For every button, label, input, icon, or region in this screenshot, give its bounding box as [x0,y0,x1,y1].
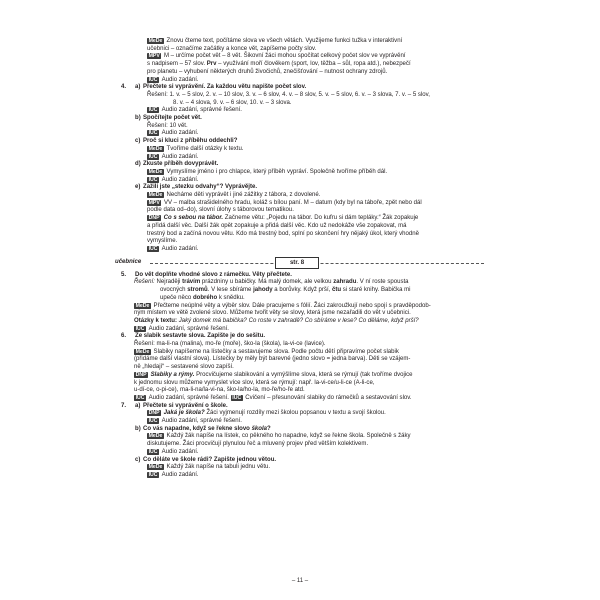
question-number: 4. [121,84,127,91]
iuc-badge: IUC [148,176,158,183]
iuc-badge: IUC [148,448,158,455]
question-5: 5. Do vět doplňte vhodné slovo z rámečku. Věty přečtete. [117,272,482,280]
text-line: MeDe Znovu čteme text, počítáme slova ve všech větách. Využijeme funkci tužka v interaktivní [148,38,403,44]
question-title: Do vět doplňte vhodné slovo z rámečku. Věty přečtete. [135,271,292,278]
iuc-badge: IUC [148,418,158,425]
text-line: s nadpisem – 57 slov. Prv – využívání moří člověkem (sport, lov, těžba – sůl, ropa atd.), nebezpečí [147,61,411,68]
separator-label: učebnice [115,258,142,265]
dnp-badge: DNP [135,371,147,378]
iuc-badge: IUC [148,471,158,478]
question-title: Ze slabik sestavte slova. Zapište je do sešitu. [135,333,266,340]
text-line: pro planetu – vyhubení některých druhů živočichů, znečišťování – nutnost ochrany zdrojů. [147,68,388,75]
sub-label: a) [135,84,141,91]
question-title: Přečtete si vyprávění o škole. [143,402,228,409]
mede-badge: MeDe [148,168,163,175]
page-number: – 11 – [291,578,309,584]
mede-badge: MeDe [148,192,163,199]
solution-line: Řešení: Nejraději trávím prázdniny u babičky. Má malý domek, ale velkou zahradu. V ní roste spousta [134,279,409,286]
subtask-d: d) Zkuste příběh dovyprávět. [135,161,219,168]
question-4 [117,84,482,92]
text-line: učebnici – označíme začátky a konce vět, zapíšeme počty slov. [147,45,317,52]
question-7: 7. a) Přečtete si vyprávění o škole. [117,403,482,411]
subtask-b: b) Co vás napadne, když se řekne slovo škola? [135,425,271,432]
subtask-c: c) Co děláte ve škole rádi? Zapište jednou větou. [135,456,277,463]
mede-badge: MeDe [135,302,150,309]
page-reference-box: str. 8 [275,257,319,269]
subtask-e: e) Zažili jste „stezku odvahy“? Vyprávějte. [135,184,258,191]
dnp-badge: DNP [148,410,160,417]
page-content: MeDe Znovu čteme text, počítáme slova ve všech větách. Využijeme funkci tužka v interaktivní učebnici – označíme začátky a konce vět, zapíšeme počty slov. MPV M – určíme počet vět – 8 vět. Šikovní žáci mohou spočítat celkový počet slov ve vyprávění s nadpisem – 57 slov. Prv – využívání moří člověkem (sport, lov, těžba – sůl, ropa atd.), nebezpečí pro planetu – vyhubení některých druhů živočichů, znečišťování – nutnost ochrany zdrojů. IUC Audio zadání. 4. a) Přečtete si vyprávění. Za každou větu napište počet slov. Řešení: 1. v. – 5 slov, 2. v. – 10 slov, 3. v. – 6 slov, 4. v. – 8 slov, 5. v. – 5 slov, 6. v. – 3 slova, 7. v. – 5 slov, 8. v. – 4 slova, 9. v. – 6 slov, 10. v. – 3 slova. IUC Audio zadání, správné řešení. b) Spočítejte počet vět. Řešení: 10 vět. IUC Audio zadání. c) Proč si kluci z příběhu oddechli? MeDe Tvoříme další otázky k textu. IUC Audio zadání. d) Zkuste příběh dovyprávět. MeDe Vymyslíme jméno i pro chlapce, který příběh vypráví. Společně tvoříme příběh dál. IUC Audio zadání. e) Zažili jste „stezku odvahy“? Vyprávějte. MeDe Necháme děti vyprávět i jiné zážitky z tábora, z dovolené. MPV VV – malba strašidelného hradu, koláž s bílou paní. M – datum (kdy byl na táboře, zpět nebo dál podle data od–do), slovní úlohy s táborovou tematikou. DNP Co s sebou na tábor. Začneme větu: „Pojedu na tábor. Do kufru si dám tepláky.“ Žák zopakuje a přidá další věc. Další žák opět zopakuje a přidá další věc. Kdo už nedokáže vše zopakovat, má trestný bod a začíná novou větu. Kdo má trestný bod, splní po skončení hry nějaký úkol, který vhodně vymyslíme. IUC Audio zadání. učebnice str. 8 5. Do vět doplňte vhodné slovo z rámečku. Věty přečtete. Řešení: Nejraději trávím prázdniny u babičky. Má malý domek, ale velkou zahradu. V ní roste spousta ovocných stromů. V lese sbíráme jahody a borůvky. Když prší, čtu si staré knihy. Babička mi upeče něco dobrého k snědku. MeDe Přečteme neúplné věty a výběr slov. Dále pracujeme s fólií. Žáci zakroužkují nebo spojí s pravděpodob- ným místem ve větě zvolené slovo. Můžeme tvořit věty se slovy, která jsme nezařadili do vět v učebnici. Otázky k textu: Jaký domek má babička? Co roste v zahradě? Co sbíráme v lese? Co děláme, když prší? IUC Audio zadání, správné řešení. 6. Ze slabik sestavte slova. Zapište je do sešitu. Řešení: ma-li-na (malina), mo-ře (moře), ško-la (škola), la-vi-ce (lavice). MeDe Slabiky napíšeme na lístečky a sestavujeme slova. Podle počtu dětí připravíme počet slabik (přidáme další vlastní slova). Lístečky by měly být barevné (jedno slovo = jedna barva). Děti se vzájem- ně „hledají“ – sestavené slovo zapíší. DNP Slabiky a rýmy. Procvičujeme slabikování a vymýšlíme slova, která se rýmují (tak tvoříme dvojice k jednomu slovu můžeme vymyslet více slov, která se rýmují: např. la-vi-ce/u-li-ce (A-li-ce, u-dí-ce, o-pi-ce), ma-li-na/la-vi-na, ško-la/ho-la, mo-ře/ho-ře atd. IUC Audio zadání, správné řešení. IUC Cvičení – přesunování slabiky do rámečků a sestavování slov. 7. a) Přečtete si vyprávění o škole. DNP Jaká je škola? Žáci vyjmenují rozdíly mezi školou popsanou v textu a svojí školou. IUC Audio zadání, správné řešení. b) Co vás napadne, když se řekne slovo škola? MeDe Každý žák napíše na lístek, co pěkného ho napadne, když se řekne škola. Společně s žáky diskutujeme. Žáci procvičují plynulou řeč a mluvený projev před větším kolektivem. IUC Audio zadání. c) Co děláte ve škole rádi? Zapište jednou větou. MeDe Každý žák napíše na tabuli jednu větu. IUC Audio zadání. [117,38,482,480]
question-6: 6. Ze slabik sestavte slova. Zapište je do sešitu. [117,333,482,341]
iuc-badge: IUC [135,394,145,401]
answer-block: Řešení: 1. v. – 5 slov, 2. v. – 10 slov, 3. v. – 6 slov, 4. v. – 8 slov, 5. v. – 5 slov, 6. v. – 3 slova, 7. v. – 5 slov, 8. v. – 4 slova, 9. v. – 6 slov, 10. v. – 3 slova. IUC Audio zadání, správné řešení. [117,92,482,115]
iuc-badge: IUC [148,245,158,252]
solution-line: Řešení: ma-li-na (malina), mo-ře (moře), ško-la (škola), la-vi-ce (lavice). [134,341,326,348]
subtask-c: c) Proč si kluci z příběhu oddechli? [135,138,238,145]
iuc-badge: IUC [148,76,158,83]
mpv-badge: MPV [148,199,160,206]
text-line: MPV M – určíme počet vět – 8 vět. Šikovní žáci mohou spočítat celkový počet slov ve vyprávění [148,53,406,60]
iuc-badge: IUC [148,130,158,137]
mede-badge: MeDe [148,464,163,471]
dnp-badge: DNP [148,215,160,222]
iuc-badge: IUC [135,325,145,332]
mede-badge: MeDe [148,433,163,440]
subtask-b: b) Spočítejte počet vět. [135,115,202,122]
question-title: Přečtete si vyprávění. Za každou větu napište počet slov. [143,84,307,91]
iuc-badge: IUC [232,394,242,401]
text-line: IUC Audio zadání. [148,76,199,83]
iuc-badge: IUC [148,107,158,114]
top-block [117,38,482,84]
mede-badge: MeDe [148,38,163,44]
textbook-page-separator [115,257,484,269]
mede-badge: MeDe [148,145,163,152]
solution-line: 8. v. – 4 slova, 9. v. – 6 slov, 10. v. – 3 slova. [173,99,292,106]
mpv-badge: MPV [148,53,160,60]
solution-line: Řešení: 1. v. – 5 slov, 2. v. – 10 slov, 3. v. – 6 slov, 4. v. – 8 slov, 5. v. – 5 slov, 6. v. – 3 slova, 7. v. – 5 slov, [147,91,430,98]
iuc-badge: IUC [148,153,158,160]
mede-badge: MeDe [135,348,150,355]
